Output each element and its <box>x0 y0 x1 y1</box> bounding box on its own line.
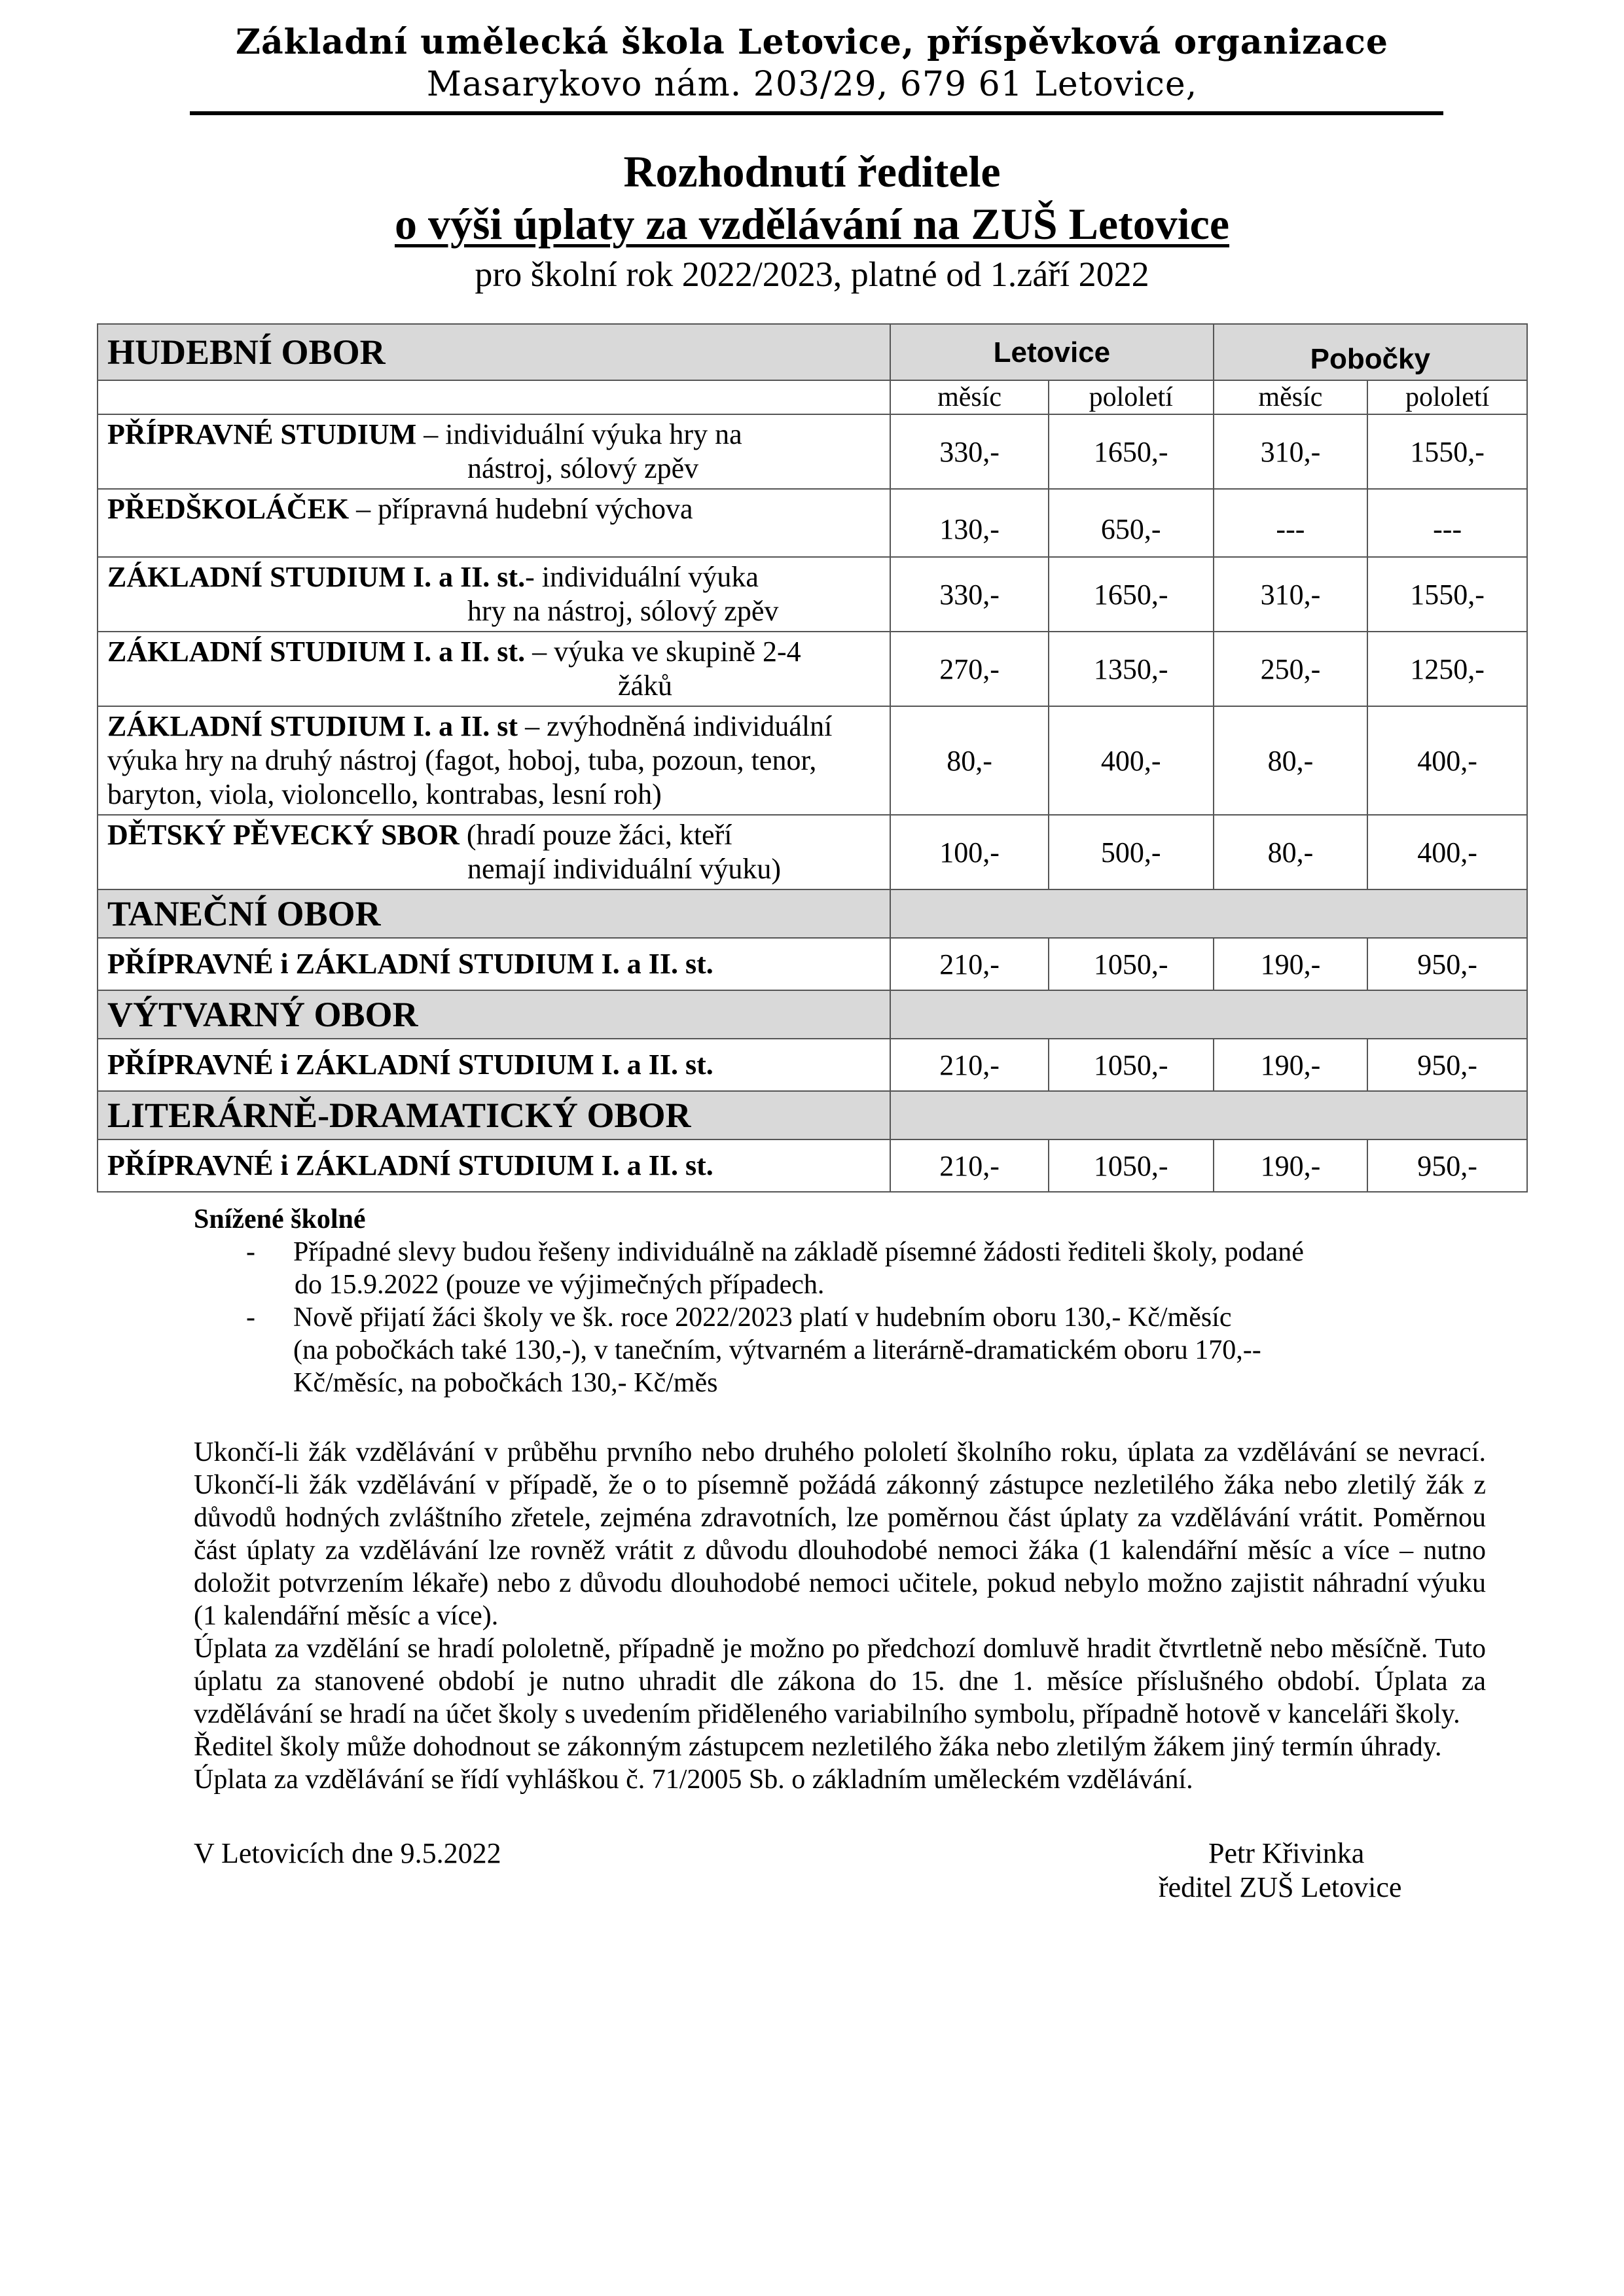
value-branches-month: 190,- <box>1214 1039 1368 1091</box>
value-branches-semester: 950,- <box>1367 1039 1527 1091</box>
header-blank <box>98 380 890 414</box>
section-music: HUDEBNÍ OBOR <box>98 324 890 380</box>
row-label-text-3: baryton, viola, violoncello, kontrabas, lesní roh) <box>107 778 662 810</box>
school-address: Masarykovo nám. 203/29, 679 61 Letovice, <box>426 65 1198 104</box>
value-branches-semester: 1550,- <box>1367 557 1527 632</box>
row-label-bold: PŘÍPRAVNÉ i ZÁKLADNÍ STUDIUM I. a II. st. <box>107 1149 713 1181</box>
table-row <box>98 414 1527 489</box>
value-letovice-month: 330,- <box>890 557 1049 632</box>
row-label-text-2: hry na nástroj, sólový zpěv <box>467 595 779 627</box>
row-label <box>98 706 890 815</box>
value-branches-month: 80,- <box>1214 706 1368 815</box>
list-dash: - <box>246 1302 255 1333</box>
row-label <box>98 489 890 557</box>
row-label-text: – výuka ve skupině 2-4 <box>525 636 801 668</box>
value-branches-semester: 1250,- <box>1367 632 1527 706</box>
header-branches-label: Pobočky <box>1310 343 1430 375</box>
school-name: Základní umělecká škola Letovice, příspěvková organizace <box>235 22 1389 62</box>
section-dance: TANEČNÍ OBOR <box>98 889 890 938</box>
row-label-text: – individuální výuka hry na <box>416 418 742 450</box>
payment-terms <box>194 1436 1486 1796</box>
row-label-bold: ZÁKLADNÍ STUDIUM I. a II. st. <box>107 561 526 593</box>
table-row <box>98 1039 1527 1091</box>
value-letovice-month: 210,- <box>890 1139 1049 1192</box>
value-branches-semester: 950,- <box>1367 1139 1527 1192</box>
row-label <box>98 557 890 632</box>
value-letovice-semester: 1650,- <box>1049 557 1214 632</box>
fee-table <box>97 323 1528 1193</box>
value-letovice-month: 270,- <box>890 632 1049 706</box>
row-label-text-2: výuka hry na druhý nástroj (fagot, hoboj, tuba, pozoun, tenor, <box>107 744 817 776</box>
section-dance-fill <box>890 889 1527 938</box>
value-letovice-semester: 1050,- <box>1049 1039 1214 1091</box>
notes-title: Snížené školné <box>194 1204 366 1234</box>
header-semester-branches: pololetí <box>1367 380 1527 414</box>
row-label <box>98 938 890 990</box>
paragraph-regulation: Úplata za vzdělávání se řídí vyhláškou č. 71/2005 Sb. o základním uměleckém vzdělávání. <box>194 1765 1193 1795</box>
value-branches-month: 310,- <box>1214 557 1368 632</box>
value-letovice-month: 330,- <box>890 414 1049 489</box>
row-label-text: – přípravná hudební výchova <box>349 493 693 525</box>
value-letovice-semester: 1050,- <box>1049 1139 1214 1192</box>
row-label <box>98 414 890 489</box>
document-subtitle-wrap <box>0 198 1624 250</box>
value-branches-semester: --- <box>1367 489 1527 557</box>
header-month-letovice: měsíc <box>890 380 1049 414</box>
document-title: Rozhodnutí ředitele <box>623 147 1001 196</box>
value-branches-semester: 1550,- <box>1367 414 1527 489</box>
note-2-line-3: Kč/měsíc, na pobočkách 130,- Kč/měs <box>293 1368 718 1398</box>
row-label-text: - individuální výuka <box>525 561 759 593</box>
value-branches-semester: 400,- <box>1367 815 1527 889</box>
row-label-text: (hradí pouze žáci, kteří <box>459 819 732 851</box>
row-label-bold: DĚTSKÝ PĚVECKÝ SBOR <box>107 819 460 851</box>
value-letovice-semester: 400,- <box>1049 706 1214 815</box>
value-letovice-semester: 1350,- <box>1049 632 1214 706</box>
value-letovice-semester: 650,- <box>1049 489 1214 557</box>
row-label-text-2: nemají individuální výuku) <box>467 853 782 885</box>
section-drama-fill <box>890 1091 1527 1139</box>
value-letovice-month: 80,- <box>890 706 1049 815</box>
note-2-line-1: Nově přijatí žáci školy ve šk. roce 2022/2023 platí v hudebním oboru 130,- Kč/měsíc <box>293 1302 1232 1333</box>
row-label-bold: PŘÍPRAVNÉ i ZÁKLADNÍ STUDIUM I. a II. st. <box>107 1049 713 1081</box>
value-branches-month: 190,- <box>1214 938 1368 990</box>
table-row <box>98 557 1527 632</box>
reduced-fee-notes <box>194 1203 1490 1399</box>
row-label <box>98 815 890 889</box>
row-label <box>98 1039 890 1091</box>
value-branches-semester: 950,- <box>1367 938 1527 990</box>
value-letovice-month: 130,- <box>890 489 1049 557</box>
table-row <box>98 1139 1527 1192</box>
table-row <box>98 938 1527 990</box>
section-art: VÝTVARNÝ OBOR <box>98 990 890 1039</box>
header-branches <box>1214 324 1527 380</box>
row-label <box>98 632 890 706</box>
paragraph-refund: Ukončí-li žák vzdělávání v průběhu prvního nebo druhého pololetí školního roku, úplata za vzdělávání se nevrací. Ukončí-li žák vzdělávání v případě, že o to písemně požádá zákonný zástupce nezletilého žáka nebo zletilý žák z důvodů hodných zvláštního zřetele, zejména zdravotních, lze poměrnou část úplaty za vzdělávání vrátit. Poměrnou část úplaty za vzdělávání lze rovněž vrátit z důvodu dlouhodobé nemoci žáka (1 kalendářní měsíc a více – nutno doložit potvrzením lékaře) nebo z důvodu dlouhodobé nemoci učitele, pokud nebylo možno zajistit náhradní výuku (1 kalendářní měsíc a více). <box>194 1437 1486 1631</box>
row-label <box>98 1139 890 1192</box>
section-art-fill <box>890 990 1527 1039</box>
value-branches-month: 250,- <box>1214 632 1368 706</box>
header-divider <box>190 111 1443 115</box>
header-month-branches: měsíc <box>1214 380 1368 414</box>
value-letovice-month: 210,- <box>890 938 1049 990</box>
row-label-bold: PŘÍPRAVNÉ STUDIUM <box>107 418 417 450</box>
table-row <box>98 632 1527 706</box>
row-label-bold: PŘEDŠKOLÁČEK <box>107 493 350 525</box>
note-2-line-2: (na pobočkách také 130,-), v tanečním, výtvarném a literárně-dramatickém oboru 170,-- <box>293 1335 1261 1365</box>
row-label-text-2: žáků <box>618 670 673 702</box>
paragraph-agreement: Ředitel školy může dohodnout se zákonným zástupcem nezletilého žáka nebo zletilým žákem jiný termín úhrady. <box>194 1732 1442 1762</box>
value-branches-month: 190,- <box>1214 1139 1368 1192</box>
signer-name: Petr Křivinka <box>1208 1837 1365 1869</box>
row-label-text-2: nástroj, sólový zpěv <box>467 452 699 484</box>
row-label-bold: ZÁKLADNÍ STUDIUM I. a II. st. <box>107 636 526 668</box>
value-branches-month: --- <box>1214 489 1368 557</box>
value-letovice-month: 210,- <box>890 1039 1049 1091</box>
header-letovice-label: Letovice <box>993 336 1111 368</box>
list-item <box>194 1236 1490 1301</box>
section-drama: LITERÁRNĚ-DRAMATICKÝ OBOR <box>98 1091 890 1139</box>
document-validity: pro školní rok 2022/2023, platné od 1.září 2022 <box>475 255 1149 294</box>
row-label-bold: PŘÍPRAVNÉ i ZÁKLADNÍ STUDIUM I. a II. st. <box>107 948 713 980</box>
value-letovice-semester: 1050,- <box>1049 938 1214 990</box>
row-label-bold: ZÁKLADNÍ STUDIUM I. a II. st <box>107 710 518 742</box>
value-branches-semester: 400,- <box>1367 706 1527 815</box>
value-branches-month: 80,- <box>1214 815 1368 889</box>
table-row <box>98 489 1527 557</box>
value-branches-month: 310,- <box>1214 414 1368 489</box>
note-1-line-1: Případné slevy budou řešeny individuálně na základě písemné žádosti řediteli školy, podané <box>293 1237 1304 1267</box>
value-letovice-semester: 1650,- <box>1049 414 1214 489</box>
header-letovice <box>890 324 1213 380</box>
document-subtitle: o výši úplaty za vzdělávání na ZUŠ Letovice <box>394 199 1230 249</box>
header-semester-letovice: pololetí <box>1049 380 1214 414</box>
paragraph-payment: Úplata za vzdělání se hradí pololetně, případně je možno po předchozí domluvě hradit čtvrtletně nebo měsíčně. Tuto úplatu za stanovené období je nutno uhradit dle zákona do 15. dne 1. měsíce příslušného období. Úplata za vzdělávání se hradí na účet školy s uvedením přiděleného variabilního symbolu, případně hotově v kanceláři školy. <box>194 1634 1486 1729</box>
note-1-line-2: do 15.9.2022 (pouze ve výjimečných případech. <box>295 1270 825 1300</box>
value-letovice-semester: 500,- <box>1049 815 1214 889</box>
signer-role: ředitel ZUŠ Letovice <box>1159 1871 1402 1903</box>
list-item <box>194 1301 1490 1399</box>
table-row <box>98 706 1527 815</box>
list-dash: - <box>246 1237 255 1267</box>
place-and-date: V Letovicích dne 9.5.2022 <box>194 1837 501 1869</box>
table-row <box>98 815 1527 889</box>
value-letovice-month: 100,- <box>890 815 1049 889</box>
row-label-text: – zvýhodněná individuální <box>518 710 833 742</box>
